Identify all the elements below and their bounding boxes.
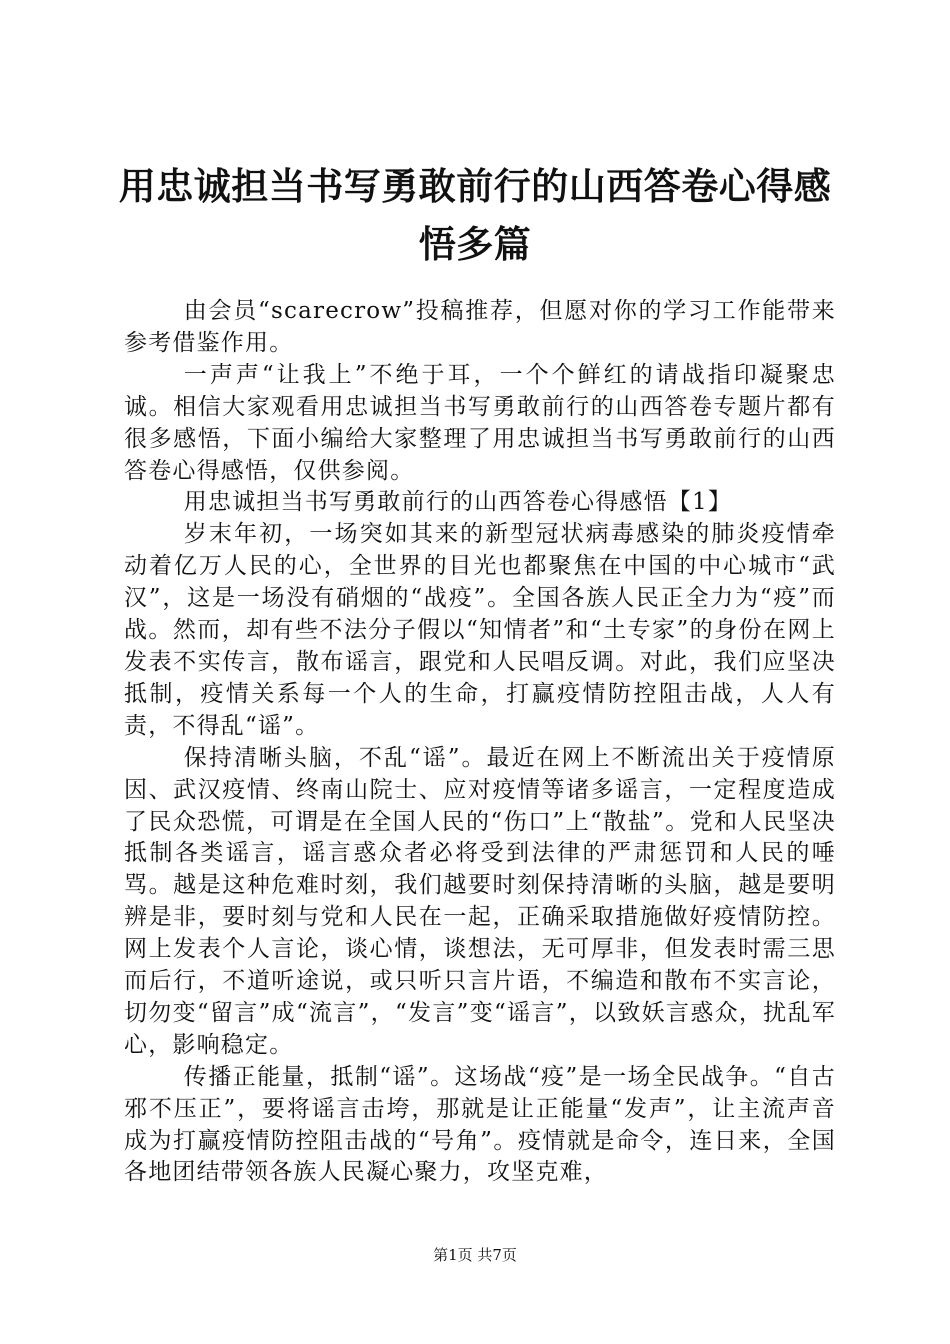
paragraph-epidemic-background: 岁末年初，一场突如其来的新型冠状病毒感染的肺炎疫情牵动着亿万人民的心，全世界的目光也都聚焦在中国的中心城市“武汉”，这是一场没有硝烟的“战疫”。全国各族人民正全力为“疫”而战。然而，却有些不法分子假以“知情者”和“土专家”的身份在网上发表不实传言，散布谣言，跟党和人民唱反调。对此，我们应坚决抵制，疫情关系每一个人的生命，打赢疫情防控阻击战，人人有责，不得乱“谣”。 bbox=[124, 521, 836, 739]
section-heading-1: 用忠诚担当书写勇敢前行的山西答卷心得感悟【1】 bbox=[183, 489, 733, 516]
page-footer: 第1页 共7页 bbox=[433, 1246, 517, 1264]
paragraph-source-note: 由会员“scarecrow”投稿推荐，但愿对你的学习工作能带来参考借鉴作用。 bbox=[124, 298, 836, 356]
document-title: 用忠诚担当书写勇敢前行的山西答卷心得感悟多篇 bbox=[118, 165, 832, 266]
paragraph-positive-energy: 传播正能量，抵制“谣”。这场战“疫”是一场全民战争。“自古邪不压正”，要将谣言击垮，那就是让正能量“发声”，让主流声音成为打赢疫情防控阻击战的“号角”。疫情就是命令，连日来，全国各地团结带领各族人民凝心聚力，攻坚克难， bbox=[124, 1063, 836, 1186]
paragraph-clear-mind: 保持清晰头脑，不乱“谣”。最近在网上不断流出关于疫情原因、武汉疫情、终南山院士、应对疫情等诸多谣言，一定程度造成了民众恐慌，可谓是在全国人民的“伤口”上“散盐”。党和人民坚决抵制各类谣言，谣言惑众者必将受到法律的严肃惩罚和人民的唾骂。越是这种危难时刻，我们越要时刻保持清晰的头脑，越是要明辨是非，要时刻与党和人民在一起，正确采取措施做好疫情防控。网上发表个人言论，谈心情，谈想法，无可厚非，但发表时需三思而后行，不道听途说，或只听只言片语，不编造和散布不实言论，切勿变“留言”成“流言”，“发言”变“谣言”，以致妖言惑众，扰乱军心，影响稳定。 bbox=[124, 744, 836, 1058]
paragraph-intro: 一声声“让我上”不绝于耳，一个个鲜红的请战指印凝聚忠诚。相信大家观看用忠诚担当书写勇敢前行的山西答卷专题片都有很多感悟，下面小编给大家整理了用忠诚担当书写勇敢前行的山西答卷心得感悟，仅供参阅。 bbox=[124, 361, 836, 484]
document-body bbox=[124, 296, 836, 1189]
